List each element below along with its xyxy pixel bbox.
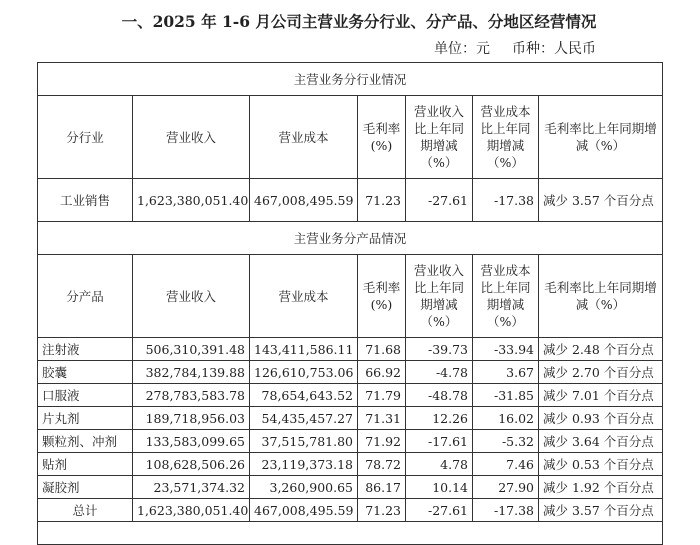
- column-header: 营业收入: [133, 96, 250, 179]
- table-cell: -27.61: [406, 179, 473, 222]
- table-cell: 86.17: [358, 476, 406, 499]
- table-cell: 1,623,380,051.40: [133, 499, 250, 522]
- table-cell: 126,610,753.06: [250, 361, 358, 384]
- table-cell: 胶囊: [38, 361, 133, 384]
- table-cell: 减少 2.48 个百分点: [539, 338, 663, 361]
- column-header: 毛利率(%): [358, 96, 406, 179]
- column-header: 营业成本: [250, 255, 358, 338]
- table-cell: 10.14: [406, 476, 473, 499]
- section-title: 主营业务分产品情况: [38, 222, 663, 255]
- table-row: [38, 453, 663, 476]
- column-header: 毛利率比上年同期增减（%）: [539, 96, 663, 179]
- table-cell: 143,411,586.11: [250, 338, 358, 361]
- table-cell: 71.68: [358, 338, 406, 361]
- table-cell: -31.85: [473, 384, 539, 407]
- table-cell: 口服液: [38, 384, 133, 407]
- table-cell: 减少 2.70 个百分点: [539, 361, 663, 384]
- table-row: [38, 361, 663, 384]
- table-cell: 7.46: [473, 453, 539, 476]
- table-cell: 减少 3.57 个百分点: [539, 179, 663, 222]
- table-cell: -27.61: [406, 499, 473, 522]
- table-cell: 贴剂: [38, 453, 133, 476]
- column-header: 毛利率(%): [358, 255, 406, 338]
- table-cell: 506,310,391.48: [133, 338, 250, 361]
- table-cell: 总计: [38, 499, 133, 522]
- table-cell: -5.32: [473, 430, 539, 453]
- table-cell: 27.90: [473, 476, 539, 499]
- table-cell: 23,571,374.32: [133, 476, 250, 499]
- table-cell: -48.78: [406, 384, 473, 407]
- column-header: 分行业: [38, 96, 133, 179]
- column-header: 营业成本: [250, 96, 358, 179]
- table-cell: 467,008,495.59: [250, 499, 358, 522]
- next-section-row: [38, 522, 663, 545]
- column-header: 营业成本比上年同期增减（%）: [473, 255, 539, 338]
- table-cell: 189,718,956.03: [133, 407, 250, 430]
- table-cell: 3,260,900.65: [250, 476, 358, 499]
- table-cell: 467,008,495.59: [250, 179, 358, 222]
- table-cell: 颗粒剂、冲剂: [38, 430, 133, 453]
- table-cell: 减少 3.64 个百分点: [539, 430, 663, 453]
- currency-label: 币种：人民币: [512, 41, 596, 57]
- table-cell: -39.73: [406, 338, 473, 361]
- table-cell: -4.78: [406, 361, 473, 384]
- table-cell: 66.92: [358, 361, 406, 384]
- page-title: 一、2025 年 1-6 月公司主营业务分行业、分产品、分地区经营情况: [121, 12, 597, 31]
- table-cell: 54,435,457.27: [250, 407, 358, 430]
- table-cell: 片丸剂: [38, 407, 133, 430]
- table-cell: 71.79: [358, 384, 406, 407]
- table-row: [38, 384, 663, 407]
- table-cell: 71.92: [358, 430, 406, 453]
- table-cell: 382,784,139.88: [133, 361, 250, 384]
- table-cell: 减少 0.93 个百分点: [539, 407, 663, 430]
- table-row: [38, 499, 663, 522]
- unit-note: [434, 38, 596, 58]
- table-row: [38, 338, 663, 361]
- column-header: 营业成本比上年同期增减（%）: [473, 96, 539, 179]
- table-cell: -17.61: [406, 430, 473, 453]
- table-cell: 凝胶剂: [38, 476, 133, 499]
- column-header: 营业收入: [133, 255, 250, 338]
- column-header: 营业收入比上年同期增减（%）: [406, 96, 473, 179]
- table-cell: 16.02: [473, 407, 539, 430]
- table-cell: 71.31: [358, 407, 406, 430]
- section-title: 主营业务分行业情况: [38, 63, 663, 96]
- table-cell: -17.38: [473, 499, 539, 522]
- table-cell: 108,628,506.26: [133, 453, 250, 476]
- column-header: 分产品: [38, 255, 133, 338]
- table-cell: 133,583,099.65: [133, 430, 250, 453]
- table-cell: 78,654,643.52: [250, 384, 358, 407]
- business-table: [37, 62, 663, 545]
- table-cell: 4.78: [406, 453, 473, 476]
- table-row: [38, 476, 663, 499]
- table-cell: 78.72: [358, 453, 406, 476]
- table-cell: 71.23: [358, 179, 406, 222]
- table-row: [38, 407, 663, 430]
- table-cell: 1,623,380,051.40: [133, 179, 250, 222]
- table-cell: 减少 0.53 个百分点: [539, 453, 663, 476]
- table-row: [38, 430, 663, 453]
- table-cell: -33.94: [473, 338, 539, 361]
- table-cell: 12.26: [406, 407, 473, 430]
- column-header: 毛利率比上年同期增减（%）: [539, 255, 663, 338]
- table-cell: 减少 7.01 个百分点: [539, 384, 663, 407]
- table-cell: 3.67: [473, 361, 539, 384]
- column-header: 营业收入比上年同期增减（%）: [406, 255, 473, 338]
- table-cell: 71.23: [358, 499, 406, 522]
- table-cell: 37,515,781.80: [250, 430, 358, 453]
- table-cell: 注射液: [38, 338, 133, 361]
- unit-label: 单位：元: [434, 41, 490, 57]
- table-cell: 23,119,373.18: [250, 453, 358, 476]
- table-row: [38, 179, 663, 222]
- table-cell: 工业销售: [38, 179, 133, 222]
- table-cell: 减少 1.92 个百分点: [539, 476, 663, 499]
- table-cell: -17.38: [473, 179, 539, 222]
- table-cell: 278,783,583.78: [133, 384, 250, 407]
- table-cell: 减少 3.57 个百分点: [539, 499, 663, 522]
